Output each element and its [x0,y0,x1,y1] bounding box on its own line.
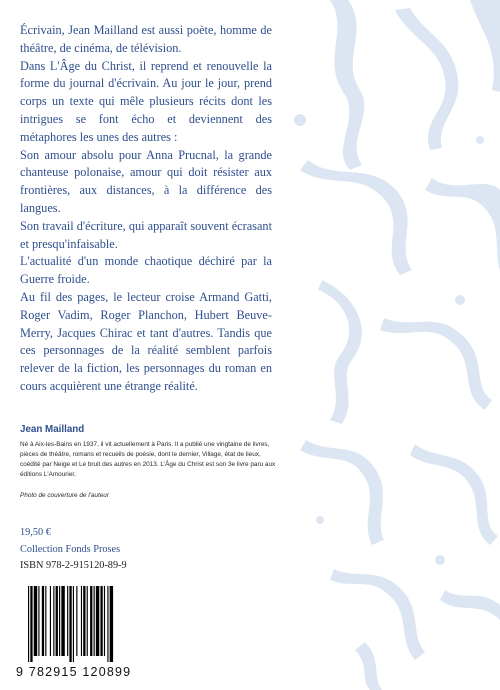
barcode-bar [67,586,68,656]
barcode-bar [104,586,105,656]
barcode-bar [69,586,71,662]
barcode-bar [110,586,113,662]
barcode-bar [107,586,108,662]
barcode-bar [42,586,44,656]
barcode-bar [50,586,51,656]
barcode-bar [87,586,88,656]
barcode-bar [83,586,85,656]
main-paragraph: Son travail d'écriture, qui apparaît souvent écrasant et presqu'infaisable. [20,218,272,251]
barcode-bar [30,586,32,662]
barcode-bar [73,586,74,662]
barcode-bar [94,586,95,656]
author-name: Jean Mailland [20,424,85,435]
main-text [20,22,272,396]
isbn: ISBN 978-2-915120-89-9 [20,560,127,572]
barcode-bar [53,586,54,656]
collection-name: Collection Fonds Proses [20,543,121,555]
book-info [20,525,127,575]
author-bio-text: Né à Aix-les-Bains en 1937, il vit actuellement à Paris. Il a publié une vingtaine de livres, pièces de théâtre, romans et recueils de poésie, dont le dernier, Village, état de lieux, coédité par Neige et Le bruit des autres en 2013. L'Âge du Christ est son 3e livre paru aux éditions L'Amourier. [20,441,276,478]
barcode-bar [90,586,92,656]
photo-credit: Photo de couverture de l'auteur [20,491,109,499]
barcode-bar [81,586,82,656]
main-paragraph: Au fil des pages, le lecteur croise Armand Gatti, Roger Vadim, Roger Planchon, Hubert Beuve-Merry, Jacques Chirac et tant d'autres. Tandis que ces personnages de la réalité semblent parfois relever de la fiction, les personnages du roman en cours acquièrent une étrange réalité. [20,289,272,393]
barcode-digits: 9 782915 120899 [16,665,132,679]
barcode-bar [28,586,29,662]
barcode-bar [100,586,102,656]
barcode-bar [59,586,60,656]
main-paragraph: Dans L'Âge du Christ, il reprend et renouvelle la forme du journal d'écrivain. Au jour le jour, prend corps un texte qui mêle plusieurs récits dont les intrigues se font écho et deviennent des métaphores les unes des autres : [20,58,272,144]
author-bio [20,424,280,499]
barcode-bar [76,586,77,656]
main-paragraph: L'actualité d'un monde chaotique déchiré par la Guerre froide. [20,254,272,287]
barcode-bar [96,586,99,656]
main-paragraph: Écrivain, Jean Mailland est aussi poète, homme de théâtre, de cinéma, de télévision. [20,23,272,55]
main-paragraph: Son amour absolu pour Anna Prucnal, la grande chanteuse polonaise, amour qui doit résister aux frontières, aux distances, à la différence des langues. [20,147,272,215]
barcode-bar [61,586,64,656]
barcode-bar [38,586,39,656]
barcode [16,586,156,664]
barcode-bar [45,586,46,656]
price: 19,50 € [20,527,51,538]
barcode-bar [34,586,37,656]
barcode-bar [56,586,58,656]
